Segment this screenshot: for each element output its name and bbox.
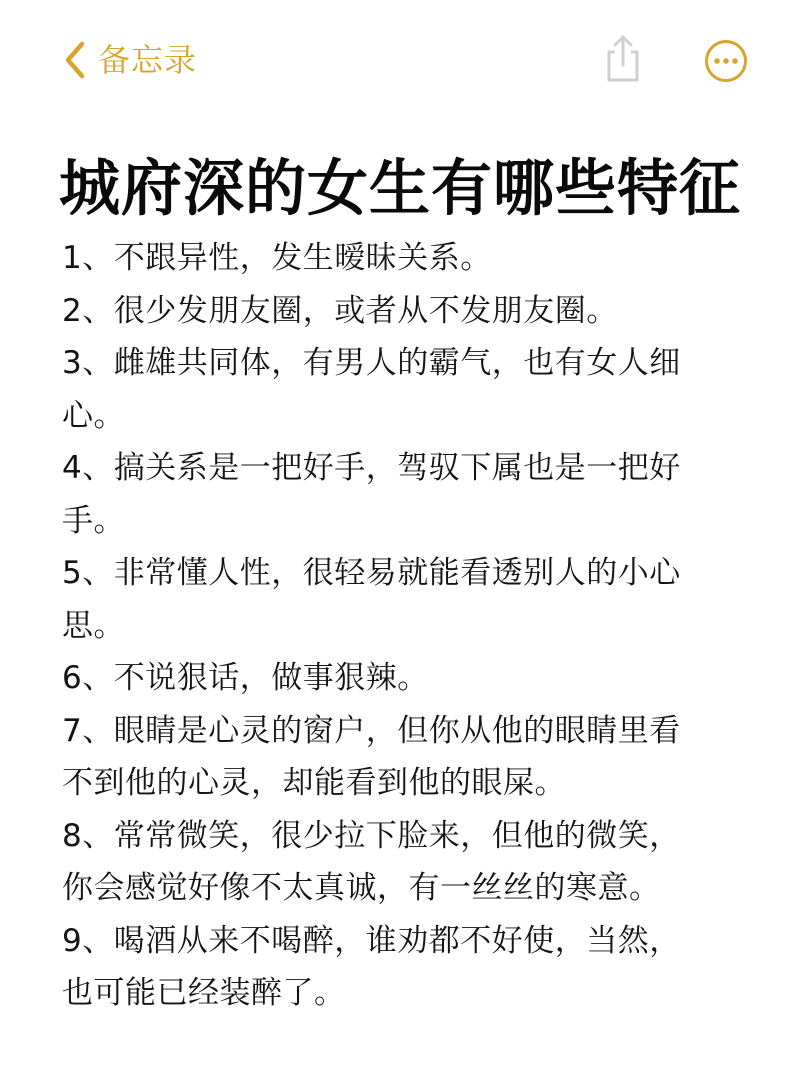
list-item-text-line: 5、非常懂人性，很轻易就能看透别人的小心 bbox=[62, 555, 681, 591]
list-item-text-line: 6、不说狠话，做事狠辣。 bbox=[62, 660, 429, 696]
list-item-text-line: 1、不跟异性，发生暧昧关系。 bbox=[62, 240, 492, 276]
list-item-text-line: 也可能已经装醉了。 bbox=[62, 975, 346, 1011]
more-options-button[interactable] bbox=[703, 38, 749, 84]
back-button[interactable] bbox=[60, 36, 197, 84]
list-item-text-line: 不到他的心灵，却能看到他的眼屎。 bbox=[62, 765, 566, 801]
list-item-text-line: 3、雌雄共同体，有男人的霸气，也有女人细 bbox=[62, 345, 681, 381]
list-item bbox=[62, 442, 732, 547]
list-item-text-line: 9、喝酒从来不喝醉，谁劝都不好使，当然， bbox=[62, 922, 681, 959]
more-options-icon bbox=[703, 38, 749, 84]
list-item bbox=[62, 810, 732, 915]
list-item-text-line: 4、搞关系是一把好手，驾驭下属也是一把好 bbox=[62, 450, 681, 486]
note-title: 城府深的女生有哪些特征 bbox=[58, 152, 741, 224]
list-item-text-line: 8、常常微笑，很少拉下脸来，但他的微笑， bbox=[62, 817, 681, 854]
top-navigation-bar bbox=[0, 0, 800, 118]
back-button-label: 备忘录 bbox=[98, 41, 198, 79]
list-item bbox=[62, 652, 732, 705]
list-item-text-line: 你会感觉好像不太真诚，有一丝丝的寒意。 bbox=[62, 870, 661, 906]
note-body-list bbox=[62, 232, 732, 1020]
share-button[interactable] bbox=[600, 32, 646, 84]
list-item bbox=[62, 705, 732, 810]
list-item bbox=[62, 547, 732, 652]
list-item-text-line: 手。 bbox=[62, 502, 125, 539]
list-item-text-line: 2、很少发朋友圈，或者从不发朋友圈。 bbox=[62, 292, 618, 329]
share-icon bbox=[600, 32, 646, 84]
chevron-left-icon bbox=[60, 38, 90, 82]
list-item bbox=[62, 232, 732, 285]
list-item-text-line: 思。 bbox=[62, 607, 125, 644]
list-item-text-line: 心。 bbox=[62, 397, 125, 434]
list-item bbox=[62, 285, 732, 338]
list-item bbox=[62, 337, 732, 442]
list-item bbox=[62, 915, 732, 1020]
list-item-text-line: 7、眼睛是心灵的窗户，但你从他的眼睛里看 bbox=[62, 712, 681, 749]
